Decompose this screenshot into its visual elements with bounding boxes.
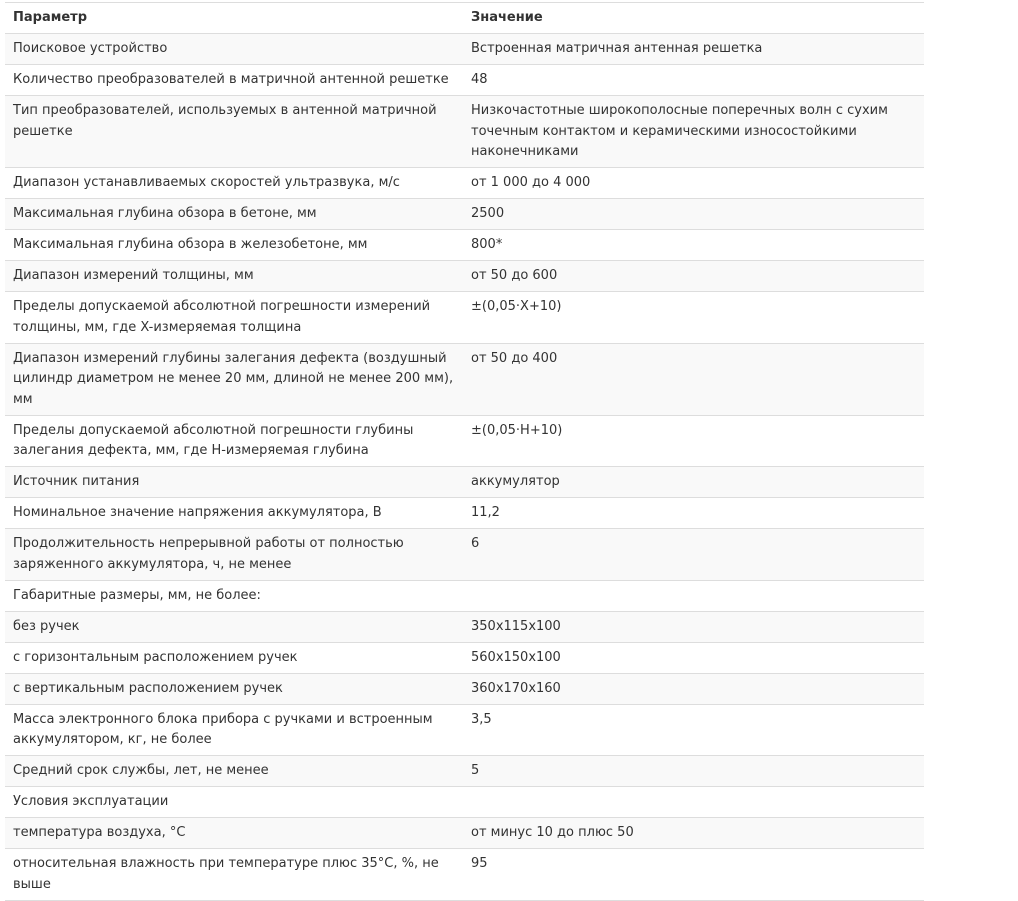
table-row <box>5 168 924 199</box>
value-cell: 11,2 <box>463 498 924 529</box>
parameter-cell: Пределы допускаемой абсолютной погрешности измерений толщины, мм, где X-измеряемая толщина <box>5 292 463 344</box>
table-row <box>5 199 924 230</box>
parameter-cell: Диапазон измерений толщины, мм <box>5 261 463 292</box>
parameter-cell: Количество преобразователей в матричной антенной решетке <box>5 65 463 96</box>
table-row <box>5 467 924 498</box>
parameter-cell: Номинальное значение напряжения аккумулятора, В <box>5 498 463 529</box>
table-row <box>5 673 924 704</box>
parameter-cell: Источник питания <box>5 467 463 498</box>
value-cell: аккумулятор <box>463 467 924 498</box>
parameter-cell: с вертикальным расположением ручек <box>5 673 463 704</box>
table-row <box>5 580 924 611</box>
parameter-cell: Условия эксплуатации <box>5 787 463 818</box>
specifications-table <box>5 2 924 901</box>
table-row <box>5 611 924 642</box>
value-cell: 3,5 <box>463 704 924 756</box>
value-cell <box>463 787 924 818</box>
parameter-cell: Масса электронного блока прибора с ручками и встроенным аккумулятором, кг, не более <box>5 704 463 756</box>
value-cell: 350x115x100 <box>463 611 924 642</box>
header-parameter: Параметр <box>5 3 463 34</box>
table-row <box>5 642 924 673</box>
parameter-cell: Поисковое устройство <box>5 34 463 65</box>
value-cell: 6 <box>463 529 924 581</box>
value-cell: 95 <box>463 849 924 901</box>
parameter-cell: Средний срок службы, лет, не менее <box>5 756 463 787</box>
table-row <box>5 34 924 65</box>
value-cell: 48 <box>463 65 924 96</box>
table-header-row <box>5 3 924 34</box>
value-cell: от 1 000 до 4 000 <box>463 168 924 199</box>
value-cell <box>463 580 924 611</box>
value-cell: 360x170x160 <box>463 673 924 704</box>
value-cell: от минус 10 до плюс 50 <box>463 818 924 849</box>
value-cell: Встроенная матричная антенная решетка <box>463 34 924 65</box>
parameter-cell: с горизонтальным расположением ручек <box>5 642 463 673</box>
value-cell: 800* <box>463 230 924 261</box>
parameter-cell: Пределы допускаемой абсолютной погрешности глубины залегания дефекта, мм, где H-измеряемая глубина <box>5 415 463 467</box>
table-row <box>5 343 924 415</box>
parameter-cell: относительная влажность при температуре плюс 35°С, %, не выше <box>5 849 463 901</box>
parameter-cell: Диапазон устанавливаемых скоростей ультразвука, м/с <box>5 168 463 199</box>
value-cell: 5 <box>463 756 924 787</box>
table-row <box>5 756 924 787</box>
header-value: Значение <box>463 3 924 34</box>
value-cell: 2500 <box>463 199 924 230</box>
table-row <box>5 787 924 818</box>
table-row <box>5 230 924 261</box>
table-row <box>5 498 924 529</box>
parameter-cell: Продолжительность непрерывной работы от полностью заряженного аккумулятора, ч, не менее <box>5 529 463 581</box>
value-cell: 560x150x100 <box>463 642 924 673</box>
table-row <box>5 849 924 901</box>
table-body <box>5 34 924 901</box>
table-row <box>5 415 924 467</box>
parameter-cell: Диапазон измерений глубины залегания дефекта (воздушный цилиндр диаметром не менее 20 мм, длиной не менее 200 мм), мм <box>5 343 463 415</box>
value-cell: ±(0,05·H+10) <box>463 415 924 467</box>
table-row <box>5 292 924 344</box>
value-cell: от 50 до 600 <box>463 261 924 292</box>
value-cell: ±(0,05·X+10) <box>463 292 924 344</box>
parameter-cell: без ручек <box>5 611 463 642</box>
value-cell: от 50 до 400 <box>463 343 924 415</box>
table-row <box>5 261 924 292</box>
parameter-cell: Максимальная глубина обзора в железобетоне, мм <box>5 230 463 261</box>
parameter-cell: Габаритные размеры, мм, не более: <box>5 580 463 611</box>
table-row <box>5 704 924 756</box>
table-row <box>5 818 924 849</box>
parameter-cell: Тип преобразователей, используемых в антенной матричной решетке <box>5 96 463 168</box>
value-cell: Низкочастотные широкополосные поперечных волн с сухим точечным контактом и керамическими износостойкими наконечниками <box>463 96 924 168</box>
table-row <box>5 529 924 581</box>
table-row <box>5 65 924 96</box>
parameter-cell: температура воздуха, °С <box>5 818 463 849</box>
parameter-cell: Максимальная глубина обзора в бетоне, мм <box>5 199 463 230</box>
table-row <box>5 96 924 168</box>
